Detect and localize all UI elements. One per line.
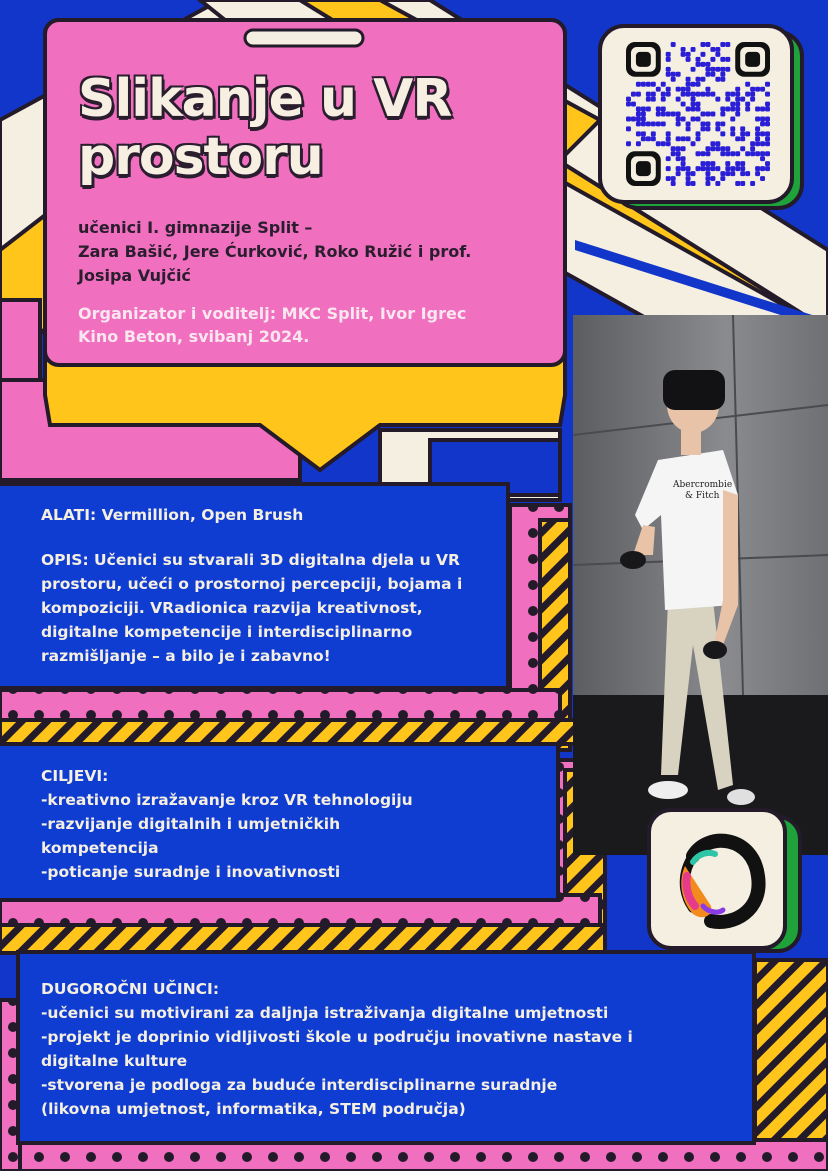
description-text bbox=[41, 548, 462, 668]
title-line: prostoru bbox=[78, 127, 323, 187]
qr-code-icon[interactable] bbox=[626, 42, 770, 186]
effects-line: -projekt je doprinio vidljivosti škole u području inovativne nastave i bbox=[41, 1028, 633, 1046]
shirt-text-line: Abercrombie bbox=[673, 480, 733, 490]
effects-line: DUGOROČNI UČINCI: bbox=[41, 980, 220, 998]
description-line: kompoziciji. VRadionica razvija kreativnost, bbox=[41, 599, 423, 617]
tools-text bbox=[41, 503, 303, 527]
organizer bbox=[78, 302, 548, 348]
goals-line: -poticanje suradnje i inovativnosti bbox=[41, 863, 341, 881]
description-line: razmišljanje – a bilo je i zabavno! bbox=[41, 647, 331, 665]
authors bbox=[78, 216, 548, 288]
qr-frame bbox=[598, 24, 794, 204]
photo-illustration bbox=[573, 315, 828, 855]
goals-line: -kreativno izražavanje kroz VR tehnologiju bbox=[41, 791, 413, 809]
title-line: Slikanje u VR bbox=[78, 69, 452, 129]
organizer-line: Organizator i voditelj: MKC Split, Ivor Igrec bbox=[78, 304, 467, 323]
organizer-line: Kino Beton, svibanj 2024. bbox=[78, 327, 310, 346]
effects-line: -učenici su motivirani za daljnja istraživanja digitalne umjetnosti bbox=[41, 1004, 609, 1022]
authors-line: Josipa Vujčić bbox=[78, 266, 191, 285]
photo-vr-student bbox=[573, 315, 828, 855]
effects-line: -stvorena je podloga za buduće interdisciplinarne suradnje bbox=[41, 1076, 558, 1094]
goals-text bbox=[41, 764, 413, 884]
description-line: digitalne kompetencije i interdisciplinarno bbox=[41, 623, 413, 641]
description-line: prostoru, učeći o prostornoj percepciji, bojama i bbox=[41, 575, 463, 593]
tools-line: ALATI: Vermillion, Open Brush bbox=[41, 506, 304, 524]
shirt-text-line: & Fitch bbox=[685, 491, 720, 501]
goals-line: -razvijanje digitalnih i umjetničkih bbox=[41, 815, 341, 833]
description-line: OPIS: Učenici su stvarali 3D digitalna djela u VR bbox=[41, 551, 460, 569]
logo-frame bbox=[647, 808, 787, 950]
open-brush-logo-icon bbox=[663, 826, 773, 936]
effects-text bbox=[41, 977, 633, 1121]
effects-line: (likovna umjetnost, informatika, STEM područja) bbox=[41, 1100, 466, 1118]
goals-line: kompetencija bbox=[41, 839, 159, 857]
effects-line: digitalne kulture bbox=[41, 1052, 188, 1070]
poster-title bbox=[78, 70, 548, 186]
authors-line: učenici I. gimnazije Split – bbox=[78, 218, 313, 237]
authors-line: Zara Bašić, Jere Ćurković, Roko Ružić i prof. bbox=[78, 242, 472, 261]
goals-line: CILJEVI: bbox=[41, 767, 109, 785]
